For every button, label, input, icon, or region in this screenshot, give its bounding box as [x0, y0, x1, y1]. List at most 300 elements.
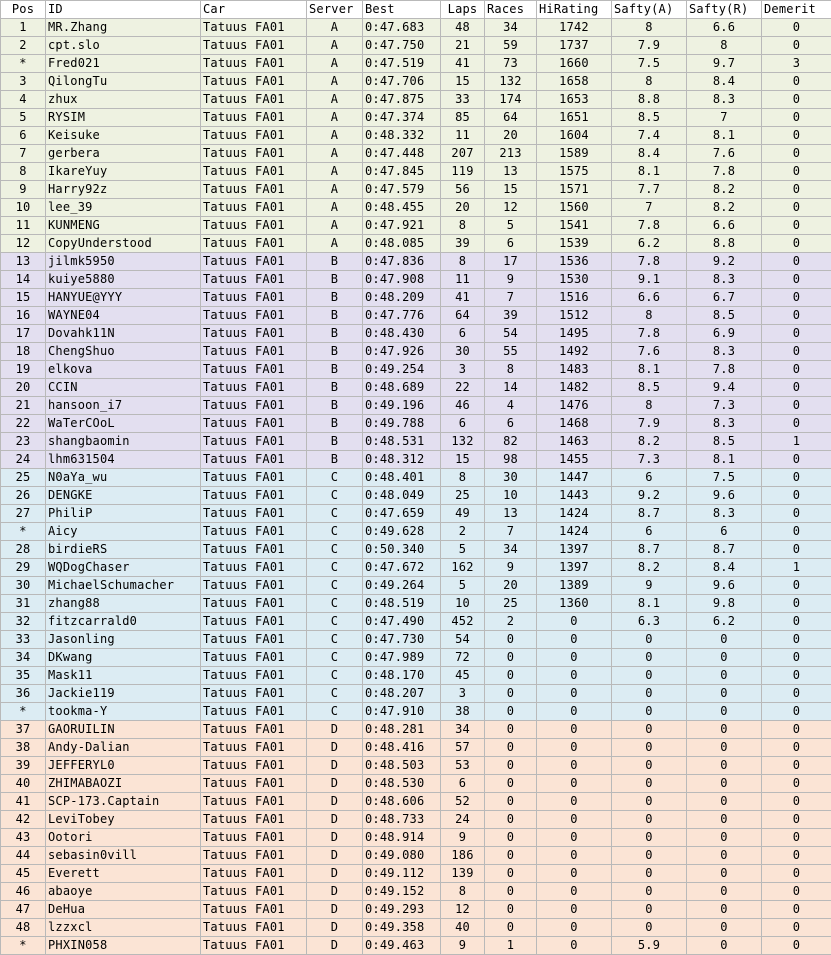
pos-cell: 3	[1, 73, 46, 91]
server-cell: A	[307, 217, 363, 235]
laps-cell: 207	[441, 145, 485, 163]
header-safety-a[interactable]: Safty(A)	[612, 1, 687, 19]
demerit-cell: 0	[762, 829, 831, 847]
hirating-cell: 1604	[537, 127, 612, 145]
server-cell: D	[307, 919, 363, 937]
pos-cell: 14	[1, 271, 46, 289]
best-cell: 0:48.914	[363, 829, 441, 847]
demerit-cell: 0	[762, 325, 831, 343]
table-row[interactable]	[1, 847, 831, 865]
table-row[interactable]	[1, 613, 831, 631]
id-cell: Aicy	[46, 523, 201, 541]
id-cell: birdieRS	[46, 541, 201, 559]
races-cell: 7	[485, 289, 537, 307]
pos-cell: 47	[1, 901, 46, 919]
demerit-cell: 0	[762, 379, 831, 397]
best-cell: 0:47.374	[363, 109, 441, 127]
table-row[interactable]	[1, 271, 831, 289]
races-cell: 10	[485, 487, 537, 505]
safety-a-cell: 8	[612, 19, 687, 37]
id-cell: DENGKE	[46, 487, 201, 505]
safety-a-cell: 0	[612, 631, 687, 649]
server-cell: B	[307, 325, 363, 343]
id-cell: CCIN	[46, 379, 201, 397]
races-cell: 6	[485, 235, 537, 253]
id-cell: sebasin0vill	[46, 847, 201, 865]
safety-a-cell: 5.9	[612, 937, 687, 955]
best-cell: 0:47.776	[363, 307, 441, 325]
safety-r-cell: 7.3	[687, 397, 762, 415]
races-cell: 73	[485, 55, 537, 73]
table-row[interactable]	[1, 811, 831, 829]
safety-r-cell: 9.7	[687, 55, 762, 73]
table-row[interactable]	[1, 289, 831, 307]
hirating-cell: 0	[537, 793, 612, 811]
table-row[interactable]	[1, 397, 831, 415]
hirating-cell: 1653	[537, 91, 612, 109]
id-cell: JEFFERYL0	[46, 757, 201, 775]
table-row[interactable]	[1, 703, 831, 721]
best-cell: 0:49.264	[363, 577, 441, 595]
races-cell: 9	[485, 559, 537, 577]
pos-cell: 19	[1, 361, 46, 379]
server-cell: B	[307, 397, 363, 415]
hirating-cell: 0	[537, 667, 612, 685]
laps-cell: 22	[441, 379, 485, 397]
table-row[interactable]	[1, 757, 831, 775]
hirating-cell: 0	[537, 721, 612, 739]
id-cell: RYSIM	[46, 109, 201, 127]
table-row[interactable]	[1, 145, 831, 163]
table-row[interactable]	[1, 127, 831, 145]
table-row[interactable]	[1, 343, 831, 361]
car-cell: Tatuus FA01	[201, 865, 307, 883]
races-cell: 132	[485, 73, 537, 91]
car-cell: Tatuus FA01	[201, 127, 307, 145]
hirating-cell: 1482	[537, 379, 612, 397]
table-row[interactable]	[1, 19, 831, 37]
best-cell: 0:47.750	[363, 37, 441, 55]
table-row[interactable]	[1, 37, 831, 55]
table-row[interactable]	[1, 235, 831, 253]
car-cell: Tatuus FA01	[201, 181, 307, 199]
id-cell: Mask11	[46, 667, 201, 685]
server-cell: C	[307, 685, 363, 703]
safety-a-cell: 8.2	[612, 559, 687, 577]
hirating-cell: 1476	[537, 397, 612, 415]
safety-a-cell: 6.6	[612, 289, 687, 307]
pos-cell: 38	[1, 739, 46, 757]
header-best[interactable]: Best	[363, 1, 441, 19]
table-row[interactable]	[1, 523, 831, 541]
best-cell: 0:48.416	[363, 739, 441, 757]
pos-cell: 22	[1, 415, 46, 433]
id-cell: SCP-173.Captain	[46, 793, 201, 811]
laps-cell: 8	[441, 883, 485, 901]
table-row[interactable]	[1, 829, 831, 847]
best-cell: 0:48.503	[363, 757, 441, 775]
safety-a-cell: 0	[612, 739, 687, 757]
table-row[interactable]	[1, 55, 831, 73]
pos-cell: 31	[1, 595, 46, 613]
car-cell: Tatuus FA01	[201, 271, 307, 289]
safety-r-cell: 7.8	[687, 361, 762, 379]
car-cell: Tatuus FA01	[201, 397, 307, 415]
table-row[interactable]	[1, 883, 831, 901]
table-row[interactable]	[1, 919, 831, 937]
hirating-cell: 0	[537, 937, 612, 955]
best-cell: 0:48.606	[363, 793, 441, 811]
car-cell: Tatuus FA01	[201, 901, 307, 919]
table-row[interactable]	[1, 307, 831, 325]
car-cell: Tatuus FA01	[201, 451, 307, 469]
safety-a-cell: 8.7	[612, 541, 687, 559]
demerit-cell: 0	[762, 199, 831, 217]
server-cell: B	[307, 415, 363, 433]
best-cell: 0:48.281	[363, 721, 441, 739]
hirating-cell: 0	[537, 847, 612, 865]
best-cell: 0:47.519	[363, 55, 441, 73]
safety-a-cell: 7	[612, 199, 687, 217]
car-cell: Tatuus FA01	[201, 703, 307, 721]
header-row	[1, 1, 831, 19]
safety-r-cell: 8.5	[687, 307, 762, 325]
safety-r-cell: 0	[687, 829, 762, 847]
safety-a-cell: 8.7	[612, 505, 687, 523]
laps-cell: 9	[441, 829, 485, 847]
demerit-cell: 0	[762, 181, 831, 199]
pos-cell: 5	[1, 109, 46, 127]
hirating-cell: 1397	[537, 559, 612, 577]
pos-cell: 9	[1, 181, 46, 199]
best-cell: 0:47.989	[363, 649, 441, 667]
header-laps[interactable]: Laps	[441, 1, 485, 19]
server-cell: B	[307, 343, 363, 361]
car-cell: Tatuus FA01	[201, 325, 307, 343]
table-row[interactable]	[1, 739, 831, 757]
header-car[interactable]: Car	[201, 1, 307, 19]
table-row[interactable]	[1, 415, 831, 433]
header-server[interactable]: Server	[307, 1, 363, 19]
id-cell: ChengShuo	[46, 343, 201, 361]
hirating-cell: 1483	[537, 361, 612, 379]
safety-a-cell: 7.3	[612, 451, 687, 469]
table-row[interactable]	[1, 91, 831, 109]
id-cell: CopyUnderstood	[46, 235, 201, 253]
races-cell: 15	[485, 181, 537, 199]
header-safety-r[interactable]: Safty(R)	[687, 1, 762, 19]
safety-a-cell: 6.3	[612, 613, 687, 631]
safety-r-cell: 9.2	[687, 253, 762, 271]
safety-r-cell: 7.5	[687, 469, 762, 487]
hirating-cell: 0	[537, 811, 612, 829]
table-row[interactable]	[1, 793, 831, 811]
id-cell: jilmk5950	[46, 253, 201, 271]
demerit-cell: 0	[762, 901, 831, 919]
server-cell: C	[307, 649, 363, 667]
header-pos[interactable]: Pos	[1, 1, 46, 19]
id-cell: elkova	[46, 361, 201, 379]
pos-cell: 11	[1, 217, 46, 235]
table-row[interactable]	[1, 199, 831, 217]
laps-cell: 45	[441, 667, 485, 685]
id-cell: MichaelSchumacher	[46, 577, 201, 595]
header-races[interactable]: Races	[485, 1, 537, 19]
hirating-cell: 1516	[537, 289, 612, 307]
races-cell: 7	[485, 523, 537, 541]
best-cell: 0:47.910	[363, 703, 441, 721]
pos-cell: *	[1, 937, 46, 955]
table-row[interactable]	[1, 379, 831, 397]
hirating-cell: 1468	[537, 415, 612, 433]
best-cell: 0:48.401	[363, 469, 441, 487]
server-cell: C	[307, 613, 363, 631]
safety-a-cell: 7.8	[612, 325, 687, 343]
races-cell: 30	[485, 469, 537, 487]
laps-cell: 5	[441, 541, 485, 559]
server-cell: A	[307, 163, 363, 181]
table-row[interactable]	[1, 163, 831, 181]
races-cell: 2	[485, 613, 537, 631]
id-cell: Keisuke	[46, 127, 201, 145]
races-cell: 0	[485, 721, 537, 739]
races-cell: 0	[485, 793, 537, 811]
table-row[interactable]	[1, 631, 831, 649]
table-row[interactable]	[1, 937, 831, 955]
safety-a-cell: 8.1	[612, 361, 687, 379]
server-cell: D	[307, 901, 363, 919]
table-row[interactable]	[1, 433, 831, 451]
safety-r-cell: 0	[687, 739, 762, 757]
pos-cell: 27	[1, 505, 46, 523]
server-cell: C	[307, 505, 363, 523]
hirating-cell: 1742	[537, 19, 612, 37]
safety-r-cell: 8.3	[687, 343, 762, 361]
server-cell: A	[307, 37, 363, 55]
table-row[interactable]	[1, 649, 831, 667]
table-row[interactable]	[1, 487, 831, 505]
races-cell: 82	[485, 433, 537, 451]
safety-a-cell: 7.8	[612, 217, 687, 235]
car-cell: Tatuus FA01	[201, 415, 307, 433]
races-cell: 0	[485, 649, 537, 667]
safety-r-cell: 0	[687, 703, 762, 721]
hirating-cell: 1492	[537, 343, 612, 361]
server-cell: B	[307, 451, 363, 469]
table-row[interactable]	[1, 865, 831, 883]
id-cell: WQDogChaser	[46, 559, 201, 577]
header-hirating[interactable]: HiRating	[537, 1, 612, 19]
laps-cell: 49	[441, 505, 485, 523]
table-row[interactable]	[1, 451, 831, 469]
id-cell: abaoye	[46, 883, 201, 901]
safety-r-cell: 8.4	[687, 559, 762, 577]
table-row[interactable]	[1, 559, 831, 577]
safety-a-cell: 0	[612, 721, 687, 739]
hirating-cell: 1512	[537, 307, 612, 325]
table-row[interactable]	[1, 577, 831, 595]
car-cell: Tatuus FA01	[201, 361, 307, 379]
hirating-cell: 1424	[537, 523, 612, 541]
hirating-cell: 0	[537, 829, 612, 847]
safety-a-cell: 0	[612, 667, 687, 685]
safety-r-cell: 6.2	[687, 613, 762, 631]
table-row[interactable]	[1, 217, 831, 235]
car-cell: Tatuus FA01	[201, 307, 307, 325]
server-cell: D	[307, 847, 363, 865]
demerit-cell: 0	[762, 271, 831, 289]
pos-cell: 40	[1, 775, 46, 793]
id-cell: zhux	[46, 91, 201, 109]
laps-cell: 8	[441, 469, 485, 487]
safety-r-cell: 0	[687, 685, 762, 703]
races-cell: 0	[485, 883, 537, 901]
best-cell: 0:47.672	[363, 559, 441, 577]
table-row[interactable]	[1, 181, 831, 199]
demerit-cell: 0	[762, 775, 831, 793]
safety-a-cell: 0	[612, 865, 687, 883]
server-cell: A	[307, 91, 363, 109]
safety-a-cell: 8	[612, 397, 687, 415]
server-cell: D	[307, 757, 363, 775]
pos-cell: 18	[1, 343, 46, 361]
hirating-cell: 0	[537, 739, 612, 757]
hirating-cell: 1443	[537, 487, 612, 505]
safety-r-cell: 0	[687, 883, 762, 901]
laps-cell: 41	[441, 55, 485, 73]
laps-cell: 38	[441, 703, 485, 721]
server-cell: D	[307, 721, 363, 739]
laps-cell: 3	[441, 685, 485, 703]
table-row[interactable]	[1, 469, 831, 487]
id-cell: PHXIN058	[46, 937, 201, 955]
table-row[interactable]	[1, 325, 831, 343]
server-cell: A	[307, 55, 363, 73]
safety-r-cell: 7	[687, 109, 762, 127]
safety-r-cell: 8.3	[687, 91, 762, 109]
demerit-cell: 0	[762, 757, 831, 775]
table-row[interactable]	[1, 721, 831, 739]
car-cell: Tatuus FA01	[201, 433, 307, 451]
header-demerit[interactable]: Demerit	[762, 1, 831, 19]
id-cell: DeHua	[46, 901, 201, 919]
hirating-cell: 1660	[537, 55, 612, 73]
car-cell: Tatuus FA01	[201, 55, 307, 73]
server-cell: D	[307, 883, 363, 901]
best-cell: 0:47.875	[363, 91, 441, 109]
server-cell: C	[307, 595, 363, 613]
server-cell: D	[307, 739, 363, 757]
table-row[interactable]	[1, 595, 831, 613]
demerit-cell: 0	[762, 361, 831, 379]
laps-cell: 41	[441, 289, 485, 307]
safety-a-cell: 8	[612, 73, 687, 91]
server-cell: D	[307, 793, 363, 811]
table-row[interactable]	[1, 505, 831, 523]
races-cell: 8	[485, 361, 537, 379]
hirating-cell: 1389	[537, 577, 612, 595]
best-cell: 0:49.196	[363, 397, 441, 415]
demerit-cell: 0	[762, 253, 831, 271]
laps-cell: 24	[441, 811, 485, 829]
safety-a-cell: 0	[612, 793, 687, 811]
table-row[interactable]	[1, 73, 831, 91]
car-cell: Tatuus FA01	[201, 199, 307, 217]
server-cell: A	[307, 19, 363, 37]
pos-cell: 33	[1, 631, 46, 649]
pos-cell: 36	[1, 685, 46, 703]
races-cell: 39	[485, 307, 537, 325]
safety-a-cell: 0	[612, 703, 687, 721]
id-cell: Harry92z	[46, 181, 201, 199]
safety-r-cell: 6.9	[687, 325, 762, 343]
table-row[interactable]	[1, 901, 831, 919]
id-cell: gerbera	[46, 145, 201, 163]
car-cell: Tatuus FA01	[201, 649, 307, 667]
pos-cell: 41	[1, 793, 46, 811]
safety-r-cell: 8.2	[687, 181, 762, 199]
safety-r-cell: 0	[687, 793, 762, 811]
races-cell: 34	[485, 541, 537, 559]
car-cell: Tatuus FA01	[201, 343, 307, 361]
id-cell: Andy-Dalian	[46, 739, 201, 757]
car-cell: Tatuus FA01	[201, 775, 307, 793]
car-cell: Tatuus FA01	[201, 487, 307, 505]
table-row[interactable]	[1, 667, 831, 685]
hirating-cell: 1541	[537, 217, 612, 235]
hirating-cell: 1539	[537, 235, 612, 253]
safety-a-cell: 0	[612, 829, 687, 847]
table-row[interactable]	[1, 541, 831, 559]
safety-r-cell: 6.7	[687, 289, 762, 307]
safety-r-cell: 0	[687, 919, 762, 937]
car-cell: Tatuus FA01	[201, 667, 307, 685]
races-cell: 5	[485, 217, 537, 235]
server-cell: C	[307, 469, 363, 487]
header-id[interactable]: ID	[46, 1, 201, 19]
safety-r-cell: 8.2	[687, 199, 762, 217]
best-cell: 0:49.152	[363, 883, 441, 901]
pos-cell: 20	[1, 379, 46, 397]
demerit-cell: 0	[762, 865, 831, 883]
laps-cell: 11	[441, 271, 485, 289]
safety-a-cell: 8.5	[612, 109, 687, 127]
table-row[interactable]	[1, 685, 831, 703]
laps-cell: 64	[441, 307, 485, 325]
table-row[interactable]	[1, 109, 831, 127]
pos-cell: 43	[1, 829, 46, 847]
server-cell: B	[307, 307, 363, 325]
hirating-cell: 1658	[537, 73, 612, 91]
car-cell: Tatuus FA01	[201, 523, 307, 541]
safety-a-cell: 8.2	[612, 433, 687, 451]
pos-cell: 17	[1, 325, 46, 343]
safety-r-cell: 8.3	[687, 271, 762, 289]
races-cell: 0	[485, 919, 537, 937]
table-row[interactable]	[1, 361, 831, 379]
safety-r-cell: 0	[687, 811, 762, 829]
laps-cell: 34	[441, 721, 485, 739]
id-cell: Ootori	[46, 829, 201, 847]
table-row[interactable]	[1, 253, 831, 271]
table-row[interactable]	[1, 775, 831, 793]
car-cell: Tatuus FA01	[201, 109, 307, 127]
races-cell: 59	[485, 37, 537, 55]
car-cell: Tatuus FA01	[201, 721, 307, 739]
car-cell: Tatuus FA01	[201, 847, 307, 865]
car-cell: Tatuus FA01	[201, 793, 307, 811]
safety-a-cell: 8.1	[612, 595, 687, 613]
